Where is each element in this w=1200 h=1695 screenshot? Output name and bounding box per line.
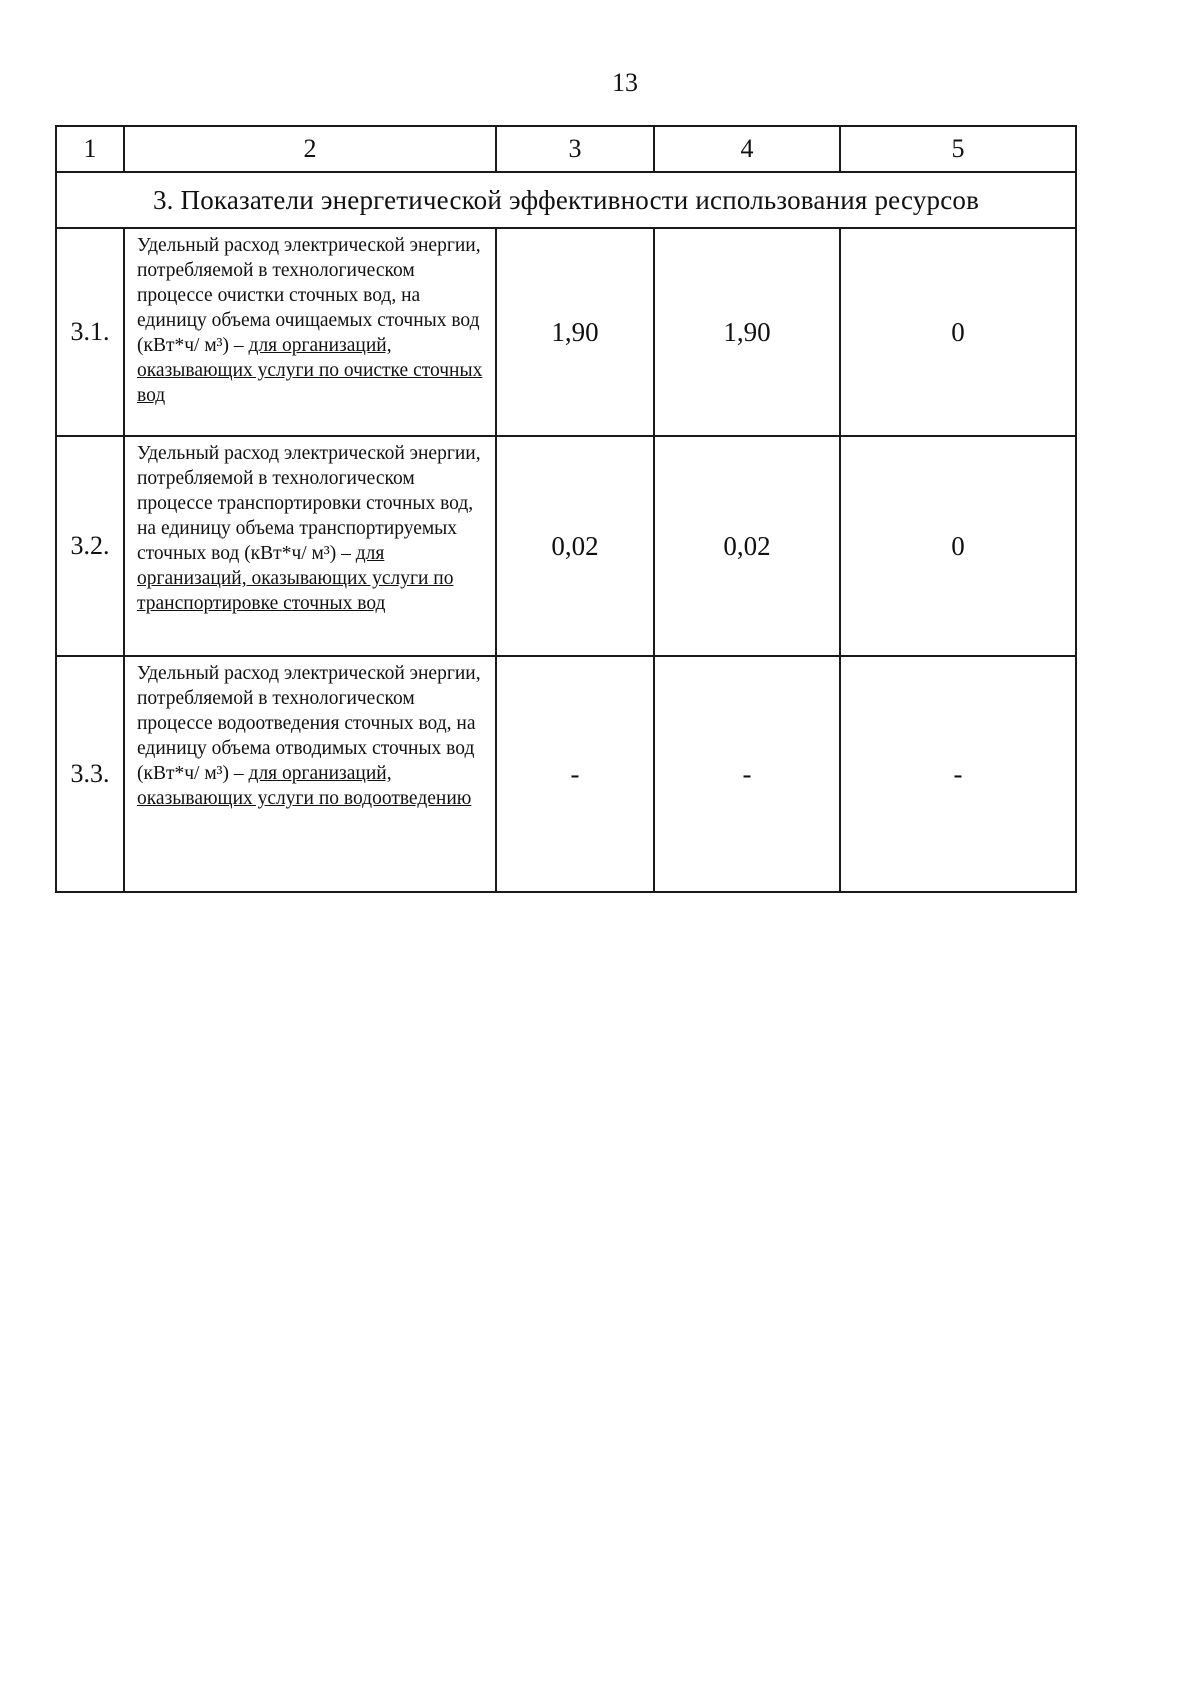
section-row	[56, 172, 1076, 228]
column-number-1: 1	[56, 126, 124, 172]
value-col5: 0	[840, 436, 1076, 656]
column-number-5: 5	[840, 126, 1076, 172]
table-row	[56, 436, 1076, 656]
description-underlined: для организаций, оказывающих услуги по водоотведению	[137, 763, 472, 809]
row-description	[124, 228, 496, 436]
value-col3: -	[496, 656, 654, 892]
table-row	[56, 656, 1076, 892]
description-text: Удельный расход электрической энергии, потребляемой в технологическом процессе транспортировки сточных вод, на единицу объема транспортируемых сточных вод (кВт*ч/ м³) –	[137, 443, 481, 564]
table-header-row	[56, 126, 1076, 172]
value-col5: -	[840, 656, 1076, 892]
row-description	[124, 436, 496, 656]
description-underlined: для организаций, оказывающих услуги по очистке сточных вод	[137, 335, 483, 406]
section-title: 3. Показатели энергетической эффективности использования ресурсов	[56, 172, 1076, 228]
value-col4: 0,02	[654, 436, 840, 656]
row-number: 3.3.	[56, 656, 124, 892]
value-col3: 1,90	[496, 228, 654, 436]
column-number-2: 2	[124, 126, 496, 172]
column-number-3: 3	[496, 126, 654, 172]
value-col4: 1,90	[654, 228, 840, 436]
description-underlined: для организаций, оказывающих услуги по транспортировке сточных вод	[137, 543, 454, 614]
column-number-4: 4	[654, 126, 840, 172]
indicators-table	[55, 125, 1077, 893]
value-col4: -	[654, 656, 840, 892]
row-description	[124, 656, 496, 892]
row-number: 3.2.	[56, 436, 124, 656]
table-row	[56, 228, 1076, 436]
value-col3: 0,02	[496, 436, 654, 656]
row-number: 3.1.	[56, 228, 124, 436]
description-text: Удельный расход электрической энергии, потребляемой в технологическом процессе водоотведения сточных вод, на единицу объема отводимых сточных вод (кВт*ч/ м³) –	[137, 663, 481, 784]
page-number: 13	[612, 68, 638, 97]
description-text: Удельный расход электрической энергии, потребляемой в технологическом процессе очистки сточных вод, на единицу объема очищаемых сточных вод (кВт*ч/ м³) –	[137, 235, 481, 356]
value-col5: 0	[840, 228, 1076, 436]
